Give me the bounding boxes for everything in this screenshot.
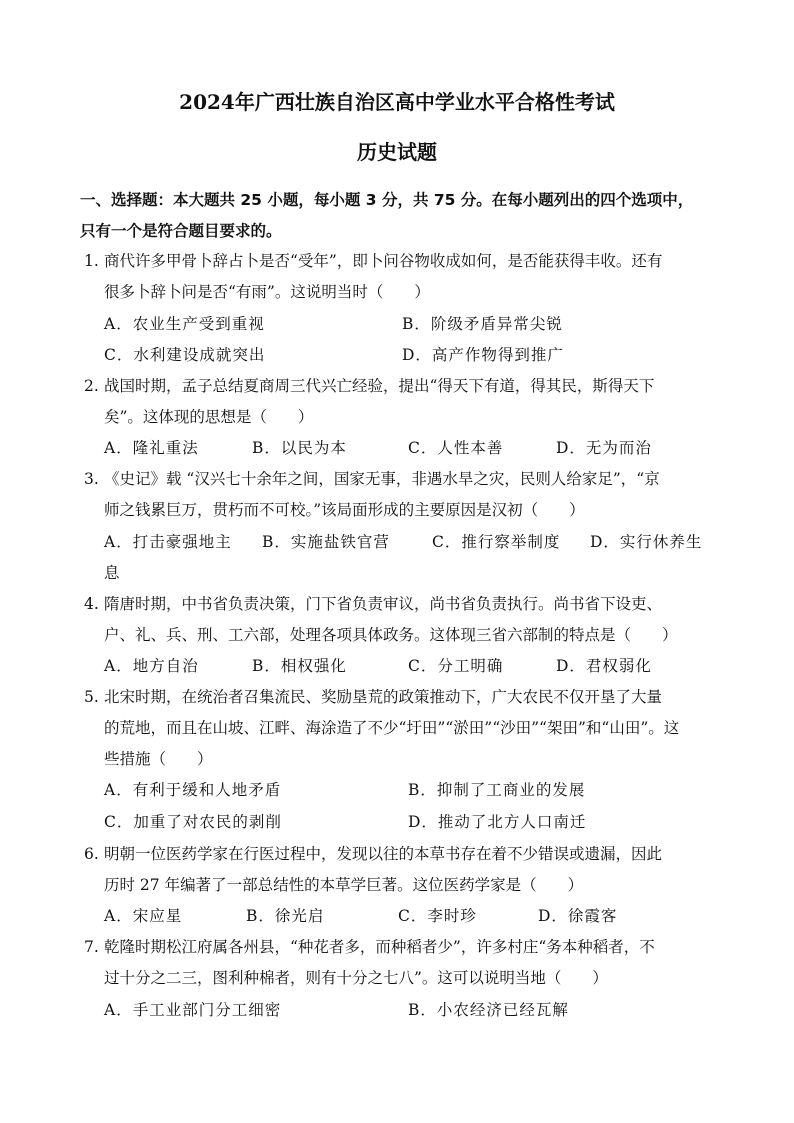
option: D．徐霞客 [538, 907, 618, 925]
option: C．人性本善 [408, 439, 504, 457]
question-stem-line: 师之钱累巨万，贯朽而不可校。”该局面形成的主要原因是汉初（ ） [104, 501, 585, 519]
option: B．徐光启 [246, 907, 325, 925]
question-number: 1. [84, 252, 99, 270]
question-stem-line: 的荒地，而且在山坡、江畔、海涂造了不少“圩田”“淤田”“沙田”“架田”和“山田”。这 [104, 719, 680, 737]
question-number: 6. [84, 845, 99, 863]
option: B．阶级矛盾异常尖锐 [402, 315, 563, 333]
question-stem-line: 些措施（ ） [104, 750, 213, 768]
question-stem-line: 明朝一位医药学家在行医过程中，发现以往的本草书存在着不少错误或遗漏，因此 [104, 845, 663, 863]
question-number: 2. [84, 377, 99, 395]
option: C．李时珍 [398, 907, 477, 925]
option: D．实行休养生 [590, 533, 703, 551]
option: C．水利建设成就突出 [104, 346, 266, 364]
question-stem-line: 很多卜辞卜问是否“有雨”。这说明当时（ ） [104, 283, 430, 301]
question-number: 5. [84, 688, 99, 706]
option: C．推行察举制度 [432, 533, 561, 551]
question-stem-line: 战国时期，孟子总结夏商周三代兴亡经验，提出“得天下有道，得其民，斯得天下 [104, 377, 655, 395]
exam-title: 2024年广西壮族自治区高中学业水平合格性考试 [179, 90, 615, 114]
exam-subtitle: 历史试题 [357, 140, 437, 164]
question-stem-line: 北宋时期，在统治者召集流民、奖励垦荒的政策推动下，广大农民不仅开垦了大量 [104, 688, 663, 706]
option: B．以民为本 [252, 439, 347, 457]
section-instructions [80, 185, 740, 247]
option: C．加重了对农民的剥削 [104, 813, 282, 831]
option: A．隆礼重法 [104, 439, 199, 457]
option: A．农业生产受到重视 [104, 315, 265, 333]
option: B．实施盐铁官营 [262, 533, 390, 551]
section-instructions-line: 只有一个是符合题目要求的。 [80, 222, 282, 240]
question-stem-line: 乾隆时期松江府属各州县，“种花者多，而种稻者少”，许多村庄“务本种稻者，不 [104, 938, 655, 956]
option: B．小农经济已经瓦解 [408, 1001, 569, 1019]
question-stem-line: 《史记》载 “汉兴七十余年之间，国家无事，非遇水旱之灾，民则人给家足”，“京 [104, 470, 660, 488]
option: B．相权强化 [252, 657, 347, 675]
question-stem-line: 商代许多甲骨卜辞占卜是否“受年”，即卜问谷物收成如何，是否能获得丰收。还有 [104, 252, 663, 270]
question-stem-line: 过十分之二三，图利种棉者，则有十分之七八”。这可以说明当地（ ） [104, 969, 608, 987]
option: A．有利于缓和人地矛盾 [104, 781, 282, 799]
question-number: 7. [84, 938, 99, 956]
question-stem-line: 隋唐时期，中书省负责决策，门下省负责审议，尚书省负责执行。尚书省下设吏、 [104, 595, 663, 613]
option: A．手工业部门分工细密 [104, 1001, 282, 1019]
option: D．无为而治 [556, 439, 652, 457]
question-number: 4. [84, 595, 99, 613]
option: B．抑制了工商业的发展 [408, 781, 586, 799]
option: A．打击豪强地主 [104, 533, 232, 551]
question-stem-line: 矣”。这体现的思想是（ ） [104, 408, 314, 426]
question-number: 3. [84, 470, 99, 488]
option: C．分工明确 [408, 657, 504, 675]
question-stem-line: 户、礼、兵、刑、工六部，处理各项具体政务。这体现三省六部制的特点是（ ） [104, 626, 678, 644]
option: D．高产作物得到推广 [402, 346, 564, 364]
option: D．推动了北方人口南迁 [408, 813, 587, 831]
option: A．宋应星 [104, 907, 183, 925]
option: 息 [104, 564, 121, 582]
option: A．地方自治 [104, 657, 199, 675]
section-instructions-line: 一、选择题：本大题共 25 小题，每小题 3 分，共 75 分。在每小题列出的四个选项中， [80, 191, 694, 209]
question-stem-line: 历时 27 年编著了一部总结性的本草学巨著。这位医药学家是（ ） [104, 876, 584, 894]
option: D．君权弱化 [556, 657, 652, 675]
